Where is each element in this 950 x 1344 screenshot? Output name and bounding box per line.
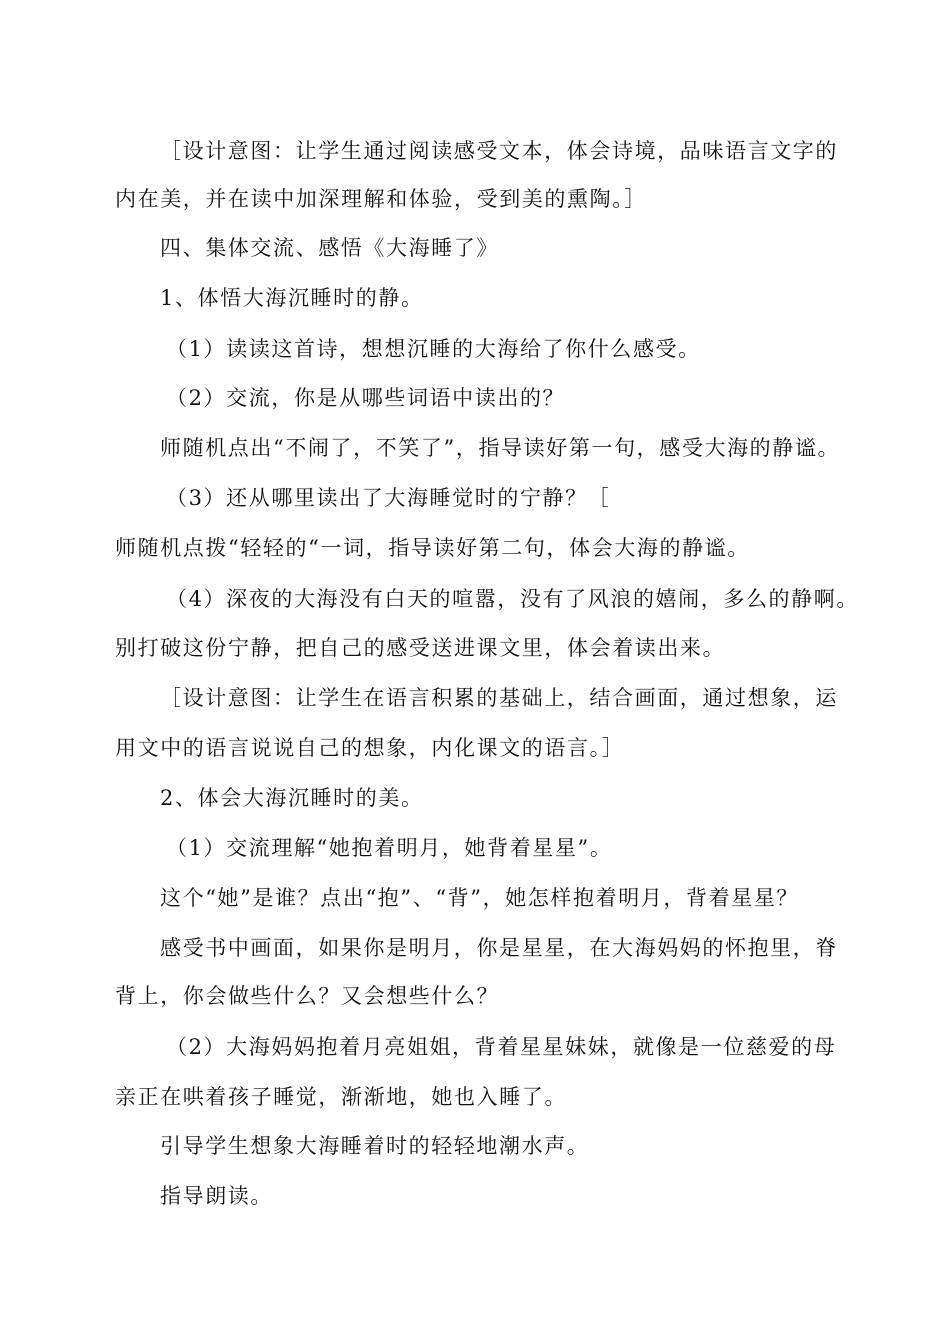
paragraph-line: （3）还从哪里读出了大海睡觉时的宁静？［ xyxy=(166,486,611,510)
paragraph-line: （2）交流，你是从哪些词语中读出的？ xyxy=(166,386,566,410)
paragraph-line: （1）交流理解“她抱着明月，她背着星星”。 xyxy=(166,836,613,860)
paragraph-line: 亲正在哄着孩子睡觉，渐渐地，她也入睡了。 xyxy=(115,1085,567,1109)
paragraph-line: ［设计意图：让学生在语言积累的基础上，结合画面，通过想象，运 xyxy=(160,686,838,710)
paragraph-line: （2）大海妈妈抱着月亮姐姐，背着星星妹妹，就像是一位慈爱的母 xyxy=(166,1035,837,1059)
paragraph-line: 别打破这份宁静，把自己的感受送进课文里，体会着读出来。 xyxy=(115,636,726,660)
paragraph-line: 师随机点出“不闹了，不笑了”，指导读好第一句，感受大海的静谧。 xyxy=(160,436,841,460)
paragraph-line: 感受书中画面，如果你是明月，你是星星，在大海妈妈的怀抱里，脊 xyxy=(160,936,838,960)
paragraph-line: 引导学生想象大海睡着时的轻轻地潮水声。 xyxy=(160,1134,590,1158)
paragraph-line: 用文中的语言说说自己的想象，内化课文的语言。］ xyxy=(115,736,625,760)
paragraph-line: 内在美，并在读中加深理解和体验，受到美的熏陶。］ xyxy=(115,187,647,211)
paragraph-line: 背上，你会做些什么？又会想些什么？ xyxy=(115,984,500,1008)
paragraph-line: （1）读读这首诗，想想沉睡的大海给了你什么感受。 xyxy=(166,337,701,361)
subsection-heading: 2、体会大海沉睡时的美。 xyxy=(160,786,424,810)
paragraph-line: 指导朗读。 xyxy=(160,1184,273,1208)
paragraph-line: 师随机点拨“轻轻的“一词，指导读好第二句，体会大海的静谧。 xyxy=(115,536,750,560)
section-heading: 四、集体交流、感悟《大海睡了》 xyxy=(160,236,499,260)
paragraph-line: （4）深夜的大海没有白天的喧嚣，没有了风浪的嬉闹，多么的静啊。 xyxy=(166,587,859,611)
paragraph-line: ［设计意图：让学生通过阅读感受文本，体会诗境，品味语言文字的 xyxy=(160,139,838,163)
subsection-heading: 1、体悟大海沉睡时的静。 xyxy=(160,286,424,310)
paragraph-line: 这个“她”是谁？点出“抱”、“背”，她怎样抱着明月，背着星星？ xyxy=(160,886,800,910)
